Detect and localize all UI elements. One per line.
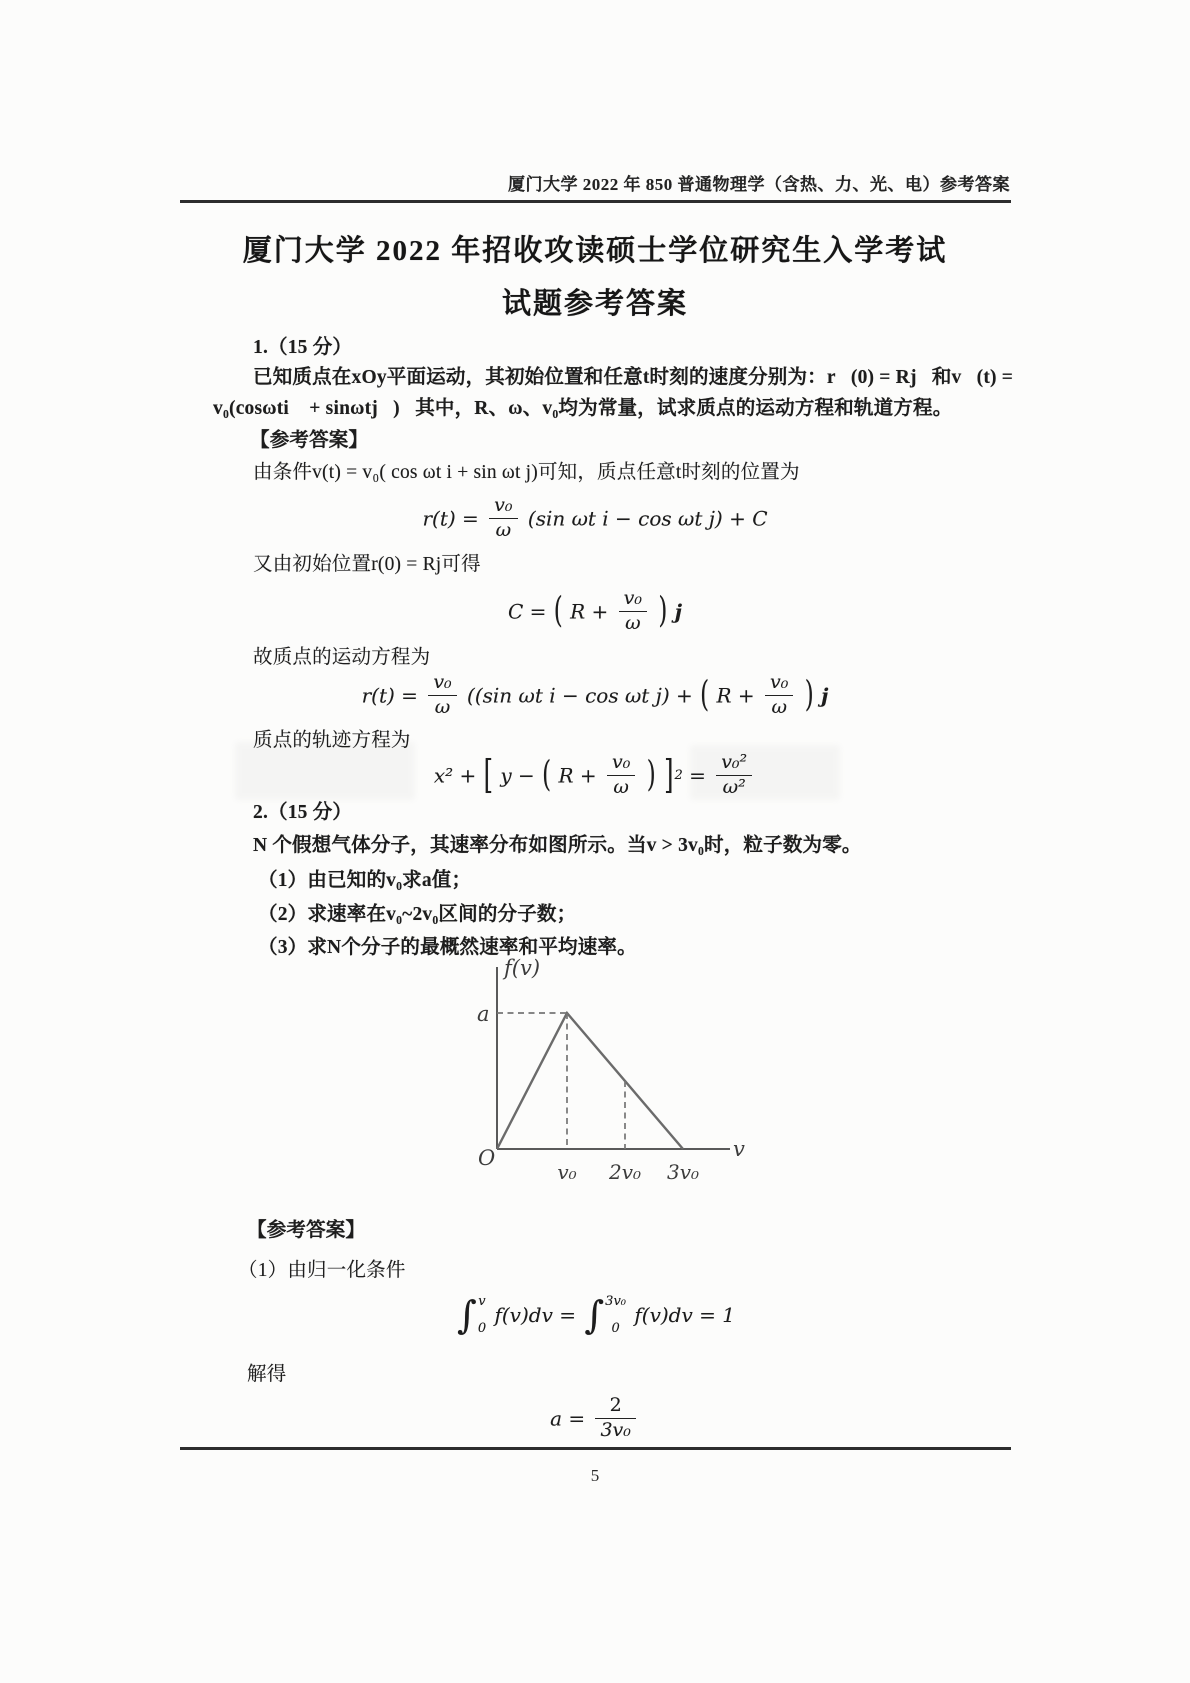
integral-limits	[478, 1293, 486, 1337]
page-header: 厦门大学 2022 年 850 普通物理学（含热、力、光、电）参考答案	[508, 175, 1010, 194]
answer1-condition-line: 由条件v(t) = v₀( cos ωt i + sin ωt j)可知，质点任意t时刻的位置为	[253, 462, 800, 483]
figure-svg	[445, 953, 745, 1193]
question2-answer-label: 【参考答案】	[247, 1220, 366, 1241]
fraction-numerator: v₀²	[716, 753, 752, 776]
fraction-numerator: v₀	[489, 496, 517, 519]
integral-sign: ∫	[584, 1293, 605, 1337]
question1-stem-line1: 已知质点在xOy平面运动，其初始位置和任意t时刻的速度分别为：r⃗(0) = Rj⃗和v⃗(t) =	[253, 367, 1014, 388]
eq-rhs: j	[674, 599, 682, 624]
question1-answer-label: 【参考答案】	[250, 430, 369, 451]
left-bracket: [	[483, 752, 493, 799]
eq-mid: ((sin ωt i − cos ωt j) +	[467, 683, 693, 708]
eq-rhs: j	[821, 683, 829, 708]
question2-item3: （3）求N个分子的最概然速率和平均速率。	[258, 937, 637, 958]
fraction-denominator: ω²	[722, 775, 746, 798]
eq-lhs: C =	[508, 599, 547, 624]
answer1-trajectory-line: 质点的轨迹方程为	[253, 730, 411, 751]
x-tick-2v0: 2v₀	[608, 1160, 642, 1184]
exponent: 2	[674, 767, 683, 783]
equation-trajectory	[180, 753, 1010, 798]
fraction	[595, 1396, 635, 1441]
eq-mid: R +	[570, 599, 609, 624]
fraction	[619, 589, 647, 634]
upper-limit: v	[478, 1294, 486, 1309]
integral-sign: ∫	[457, 1293, 477, 1337]
page-number: 5	[590, 1466, 600, 1485]
question1-stem-line2: v₀(cosωti⃗ + sinωtj⃗)，其中，R、ω、v₀均为常量，试求质点的运动方程和轨道方程。	[213, 398, 953, 419]
fraction	[716, 753, 752, 798]
right-bracket: ]	[664, 752, 674, 799]
fraction	[765, 673, 793, 718]
upper-limit: 3v₀	[605, 1294, 626, 1309]
answer1-motion-line: 故质点的运动方程为	[253, 647, 431, 668]
eq-lhs: a =	[550, 1406, 586, 1431]
answer2-step1: （1）由归一化条件	[238, 1260, 406, 1281]
fraction-denominator: ω	[625, 611, 641, 634]
fraction-denominator: 3v₀	[600, 1418, 631, 1441]
equals-sign: =	[689, 763, 706, 788]
equation-position	[180, 496, 1010, 541]
footer-rule	[180, 1447, 1011, 1450]
fraction-denominator: ω	[771, 695, 787, 718]
speed-distribution-figure	[445, 953, 745, 1193]
eq-mid2: R +	[716, 683, 755, 708]
eq-term2: y −	[500, 763, 535, 788]
x-tick-v0: v₀	[557, 1160, 577, 1184]
fraction-numerator: v₀	[607, 753, 635, 776]
eq-term1: x² +	[433, 763, 477, 788]
x-axis-label: v	[733, 1137, 745, 1161]
integral	[457, 1293, 486, 1337]
eq-term2: f(v)dv = 1	[634, 1303, 735, 1327]
eq-term3: R +	[558, 763, 597, 788]
left-paren: (	[553, 591, 563, 632]
right-paren: )	[804, 675, 814, 716]
peak-value-label: a	[477, 1002, 490, 1026]
lower-limit: 0	[477, 1321, 487, 1336]
y-axis-label: f(v)	[504, 956, 541, 980]
fraction-numerator: v₀	[619, 589, 647, 612]
equation-constant	[180, 589, 1010, 634]
question1-heading: 1.（15 分）	[253, 337, 353, 358]
eq-term1: f(v)dv =	[494, 1303, 576, 1327]
integral	[584, 1293, 626, 1337]
equation-normalization	[180, 1293, 1010, 1337]
fraction-denominator: ω	[495, 518, 512, 541]
distribution-curve	[497, 1013, 683, 1149]
fraction	[607, 753, 635, 798]
fraction-denominator: ω	[434, 695, 451, 718]
x-tick-3v0: 3v₀	[666, 1160, 700, 1184]
fraction-numerator: v₀	[765, 673, 793, 696]
eq-lhs: r(t) =	[422, 506, 479, 531]
eq-lhs: r(t) =	[361, 683, 418, 708]
equation-motion	[180, 673, 1010, 718]
left-paren: (	[700, 675, 710, 716]
origin-label: O	[478, 1146, 496, 1170]
fraction-denominator: ω	[613, 775, 629, 798]
question2-item2: （2）求速率在v₀~2v₀区间的分子数；	[258, 904, 577, 925]
answer2-solve-line: 解得	[247, 1364, 287, 1385]
right-paren: )	[658, 591, 668, 632]
answer1-initial-line: 又由初始位置r(0) = Rj可得	[253, 554, 481, 575]
fraction-numerator: v₀	[428, 673, 456, 696]
question2-heading: 2.（15 分）	[253, 802, 353, 823]
header-rule	[180, 200, 1011, 203]
lower-limit: 0	[611, 1321, 620, 1336]
question2-item1: （1）由已知的v₀求a值；	[258, 870, 472, 891]
integral-limits	[605, 1293, 626, 1337]
right-paren: )	[646, 755, 656, 796]
left-paren: (	[542, 755, 552, 796]
fraction	[428, 673, 456, 718]
equation-a-value	[180, 1396, 1010, 1441]
document-title-line1: 厦门大学 2022 年招收攻读硕士学位研究生入学考试	[242, 235, 948, 267]
fraction	[489, 496, 517, 541]
document-title-line2: 试题参考答案	[501, 288, 688, 320]
eq-rhs: (sin ωt i − cos ωt j) + C	[527, 506, 768, 531]
fraction-numerator: 2	[595, 1396, 635, 1419]
question2-stem: N 个假想气体分子，其速率分布如图所示。当v > 3v₀时，粒子数为零。	[253, 835, 862, 856]
